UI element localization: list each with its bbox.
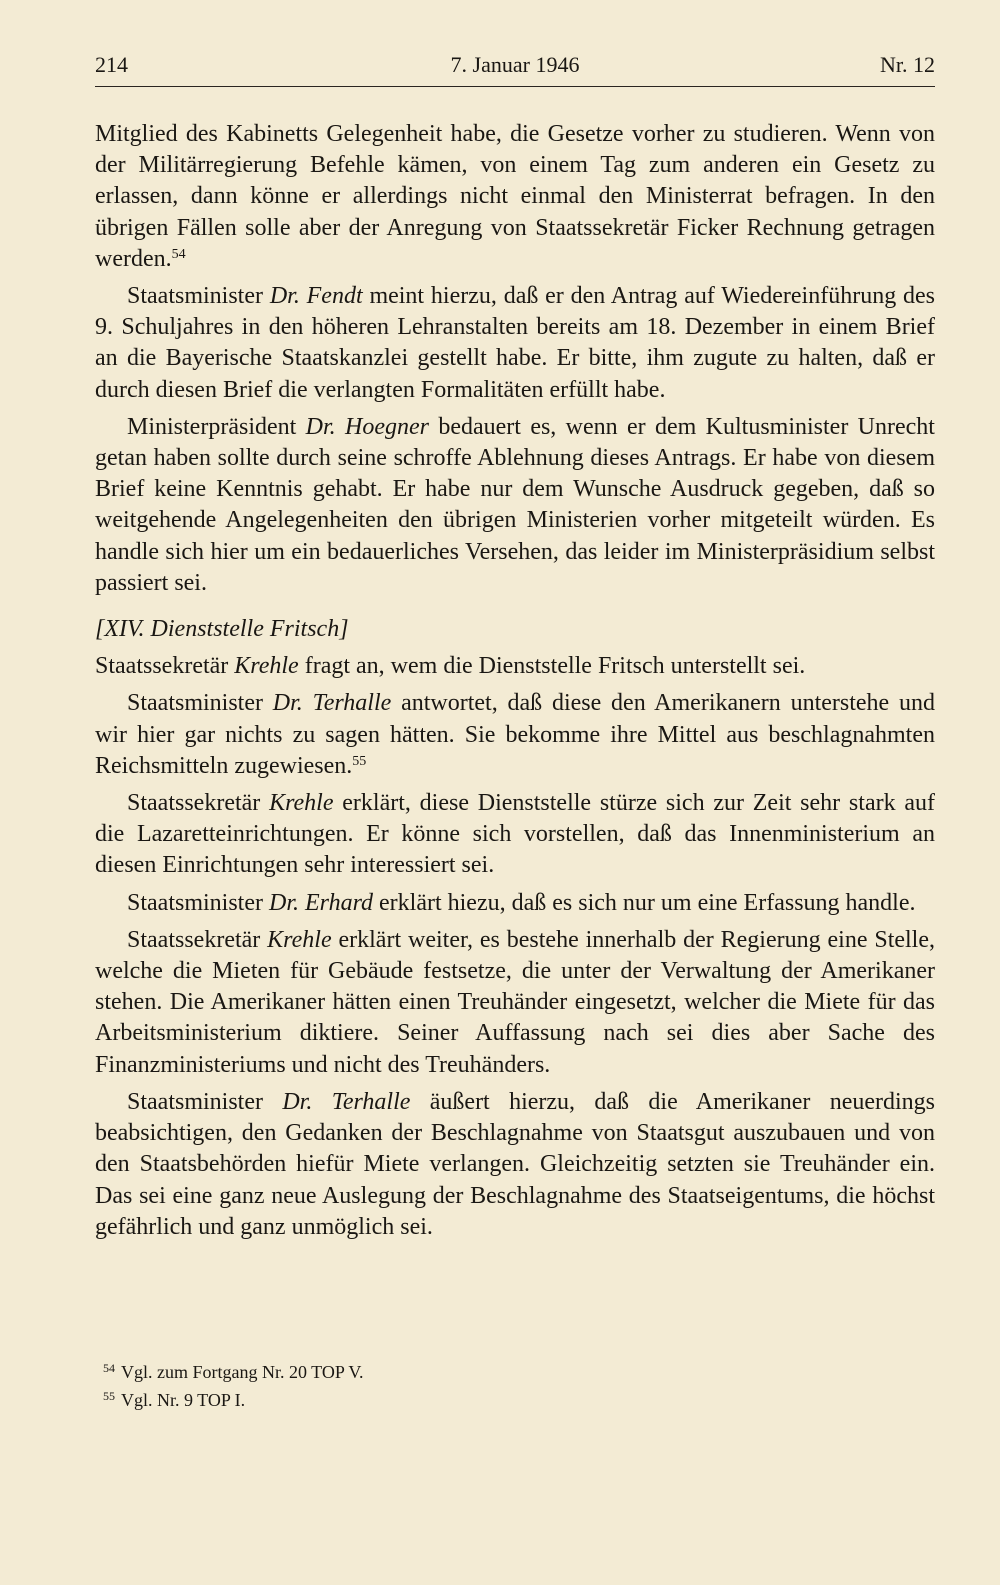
paragraph: Staatsminister Dr. Terhalle antwortet, daß diese den Amerikanern unterstehe und wir hier gar nichts zu sagen hätten. Sie bekomme ihre Mittel aus beschlagnahmten Reichsmitteln zugewiesen.$^{55}$: [95, 690, 935, 779]
paragraph: Staatsminister Dr. Erhard erklärt hiezu, daß es sich nur um eine Erfassung handle.: [127, 889, 916, 916]
footnote-ref: 54: [171, 246, 186, 262]
speaker-name: Dr. Terhalle: [282, 1088, 411, 1115]
body-text: [95, 119, 935, 1243]
footnote-ref: 55: [352, 753, 367, 769]
document-number: Nr. 12: [880, 52, 935, 77]
paragraph: Staatsminister Dr. Fendt meint hierzu, daß er den Antrag auf Wiedereinführung des 9. Schuljahres in den höheren Lehranstalten bereits am 18. Dezember in einem Brief an die Bayerische Staatskanzlei gestellt habe. Er bitte, ihm zugute zu halten, daß er durch diesen Brief die verlangten Formalitäten erfüllt habe.: [95, 283, 936, 403]
header-date: 7. Januar 1946: [450, 52, 580, 77]
speaker-name: Krehle: [269, 790, 334, 817]
speaker-name: Dr. Erhard: [268, 889, 374, 916]
speaker-name: Krehle: [267, 926, 332, 953]
section-heading: [XIV. Dienststelle Fritsch]: [95, 616, 349, 643]
footnotes: [103, 1358, 364, 1414]
paragraph: Ministerpräsident Dr. Hoegner bedauert es, wenn er dem Kultusminister Unrecht getan haben sollte durch seine schroffe Ablehnung dieses Antrags. Er habe von diesem Brief keine Kenntnis gehabt. Er habe nur dem Wunsche Ausdruck gegeben, daß so weitgehende Angelegenheiten den übrigen Ministerien vorher mitgeteilt würden. Es handle sich hier um ein bedauerliches Versehen, das leider im Ministerpräsidium selbst passiert sei.: [95, 413, 935, 596]
footnote: $^{55}$ Vgl. Nr. 9 TOP I.: [103, 1389, 246, 1410]
paragraph: Mitglied des Kabinetts Gelegenheit habe, die Gesetze vorher zu studieren. Wenn von der Militärregierung Befehle kämen, von einem Tag zum anderen ein Gesetz zu erlassen, dann könne er allerdings nicht einmal den Ministerrat befragen. In den übrigen Fällen solle aber der Anregung von Staatssekretär Ficker Rechnung getragen werden.$^{54}$: [95, 121, 935, 272]
paragraph: Staatssekretär Krehle erklärt, diese Dienststelle stürze sich zur Zeit sehr stark auf die Lazaretteinrichtungen. Er könne sich vorstellen, daß das Innenministerium an diesen Einrichtungen sehr interessiert sei.: [95, 790, 935, 879]
paragraph: Staatssekretär Krehle fragt an, wem die Dienststelle Fritsch unterstellt sei.: [95, 653, 806, 680]
speaker-name: Krehle: [234, 653, 299, 680]
page-number: 214: [95, 52, 128, 77]
speaker-name: Dr. Hoegner: [305, 413, 429, 440]
footnote: $^{54}$ Vgl. zum Fortgang Nr. 20 TOP V.: [103, 1361, 364, 1382]
speaker-name: Dr. Terhalle: [272, 690, 392, 717]
paragraph: Staatsminister Dr. Terhalle äußert hierzu, daß die Amerikaner neuerdings beabsichtigen, den Gedanken der Beschlagnahme von Staatsgut auszubauen und von den Staatsbehörden hiefür Miete verlangen. Gleichzeitig setzten sie Treuhänder ein. Das sei eine ganz neue Auslegung der Beschlagnahme des Staatseigentums, die höchst gefährlich und ganz unmöglich sei.: [95, 1088, 936, 1240]
running-header: [95, 52, 935, 87]
paragraph: Staatssekretär Krehle erklärt weiter, es bestehe innerhalb der Regierung eine Stelle, welche die Mieten für Gebäude festsetze, die unter der Verwaltung der Amerikaner stehen. Die Amerikaner hätten einen Treuhänder eingesetzt, welcher die Miete für das Arbeitsministerium diktiere. Seiner Auffassung nach sei dies aber Sache des Finanzministeriums und nicht des Treuhänders.: [95, 926, 936, 1078]
speaker-name: Dr. Fendt: [269, 283, 363, 310]
